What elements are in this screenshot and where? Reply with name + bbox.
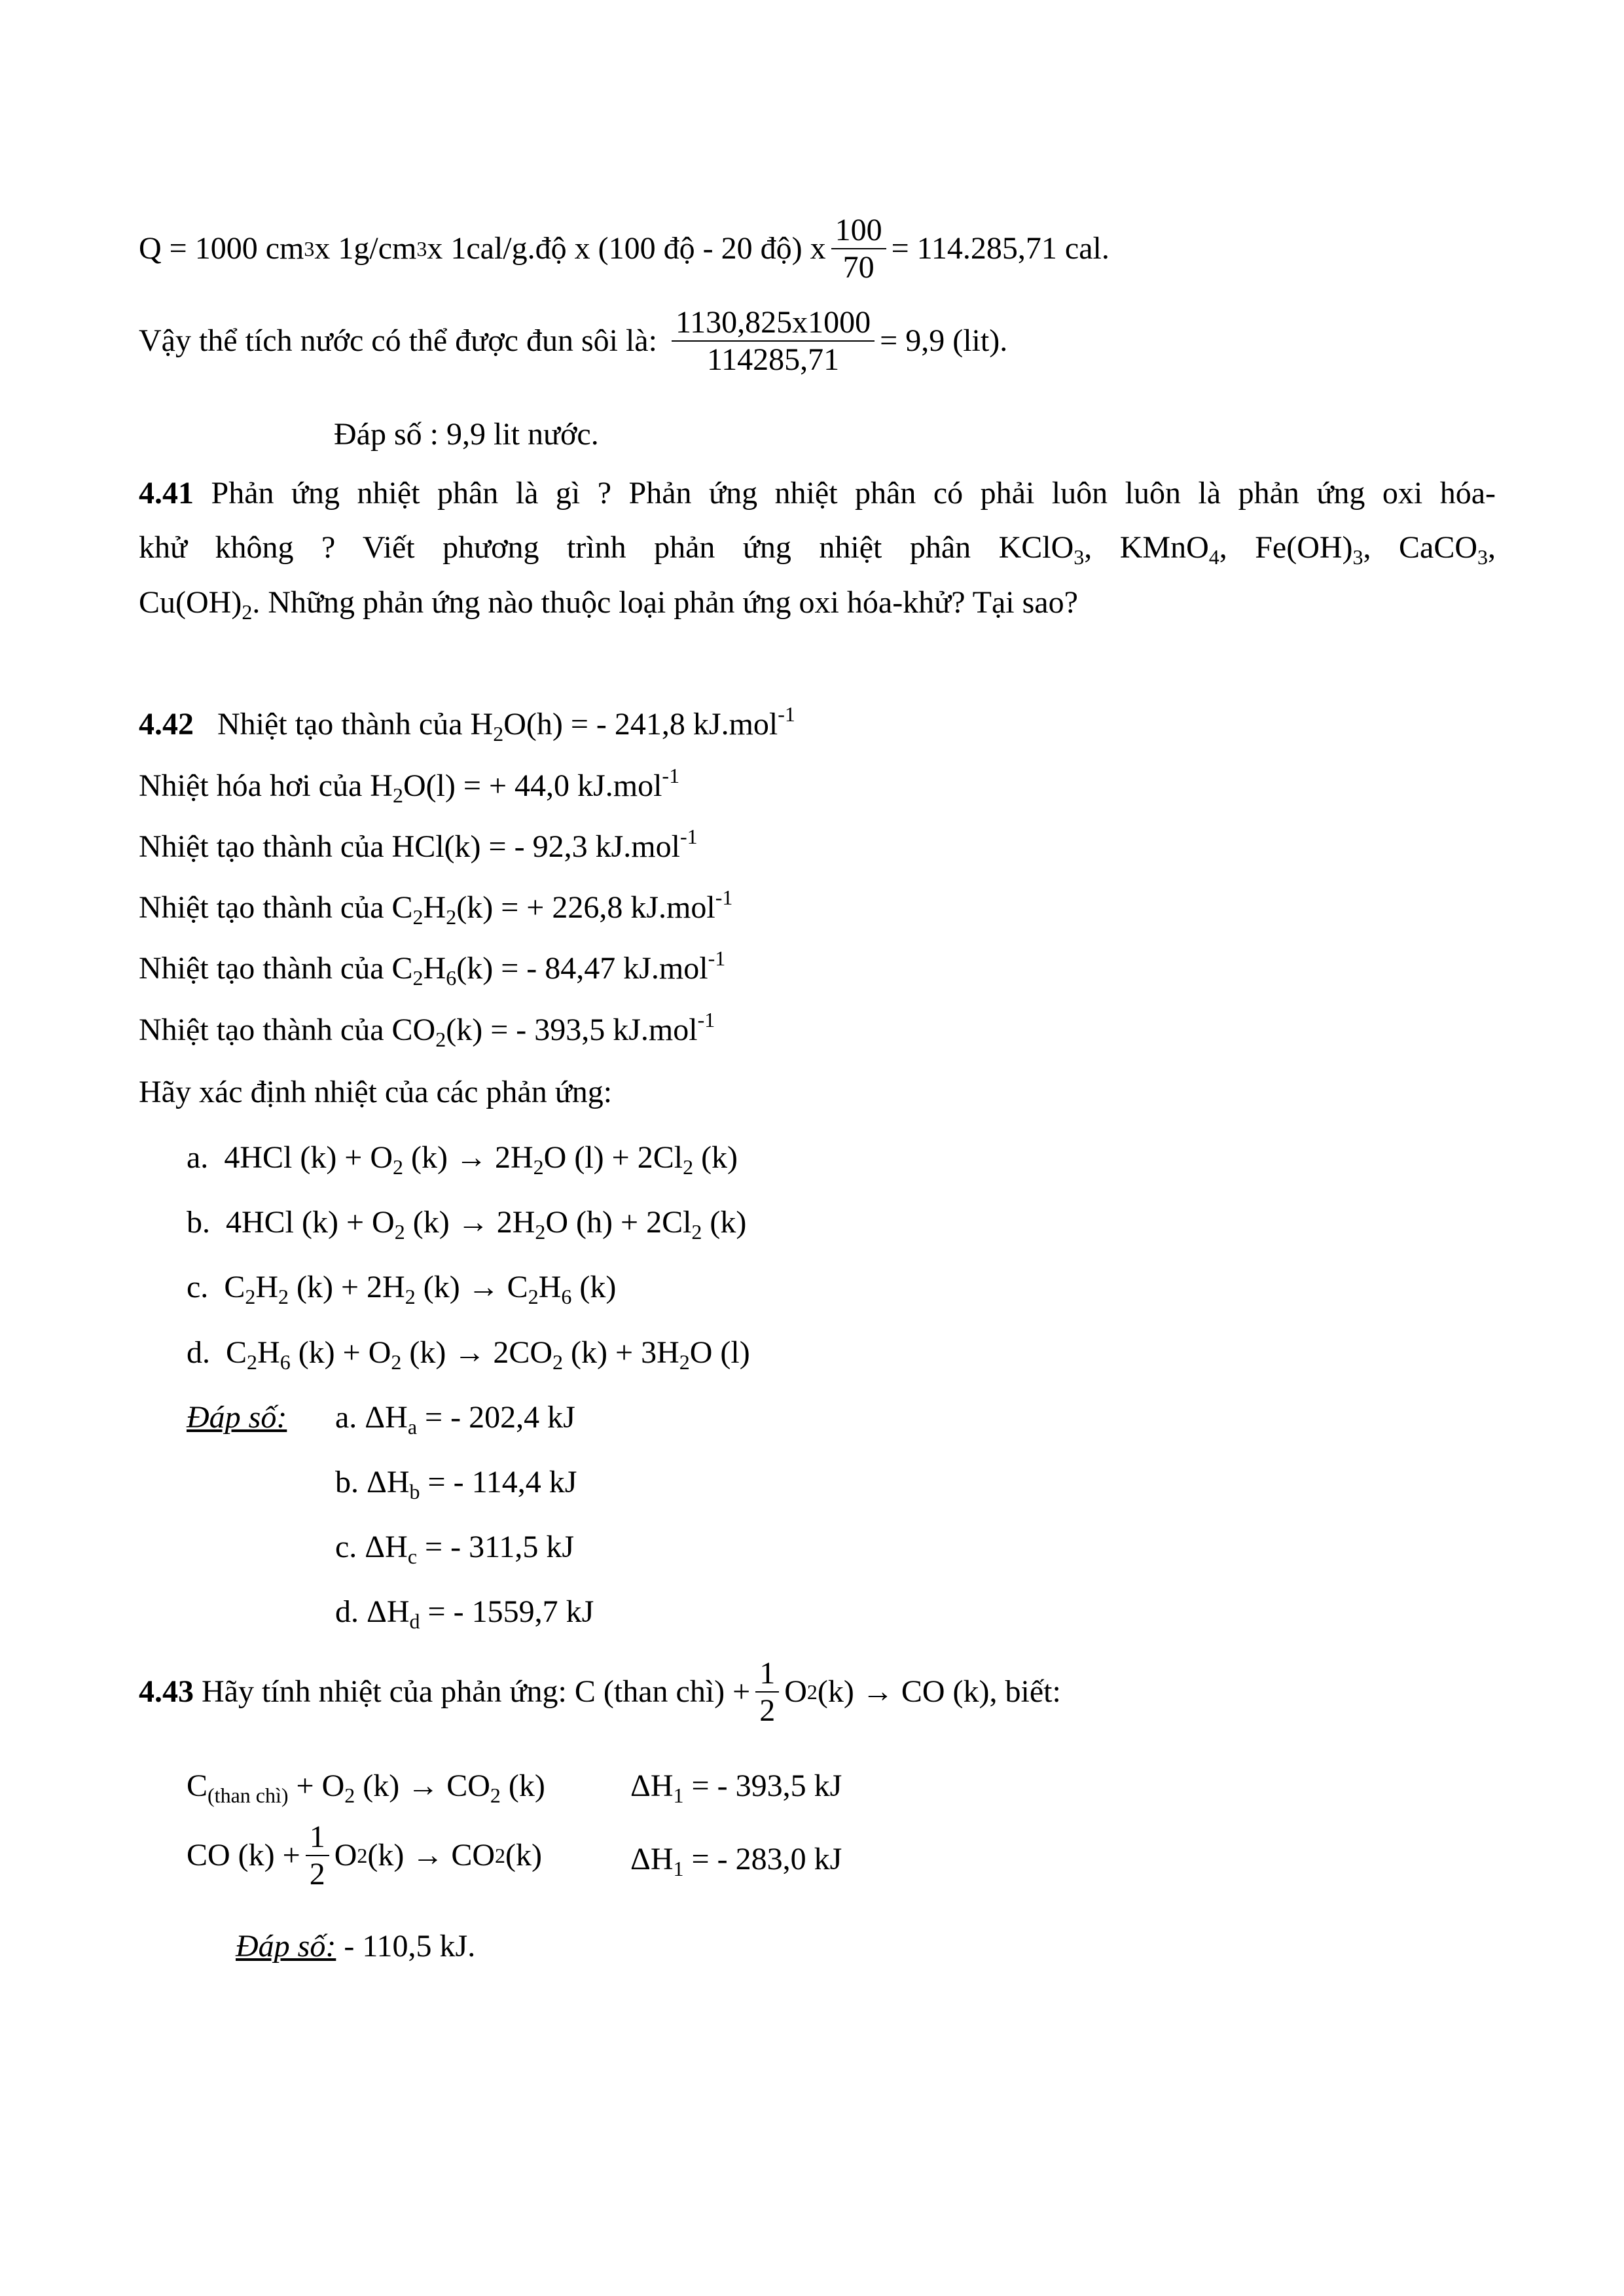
reaction-d: d. $C_2H_6$ $(k) + O_2$ $(k) \to 2CO_2$ $(k) + 3H_2O$ (l) <box>187 1335 750 1374</box>
problem-text: khử không ? Viết phương trình phản ứng nhiệt phân KClO <box>139 530 1074 565</box>
sub: 2 <box>435 1028 446 1051</box>
data-text: (k) = - 84,47 <box>456 951 616 986</box>
problem-442-line-1 <box>139 702 795 745</box>
data-text: Nhiệt hóa hơi của H <box>139 768 393 803</box>
answer-text: d. ΔH <box>335 1594 410 1629</box>
sub: 6 <box>446 966 457 990</box>
volume-denominator: 114285,71 <box>706 342 840 377</box>
q-text-start: Q = 1000 cm <box>139 231 304 266</box>
reaction-a: a. 4HCl $(k) + O_2$ $(k) \to 2H_2O$ $(l) + 2Cl_2$ (k) <box>187 1140 738 1179</box>
volume-fraction <box>672 304 875 378</box>
answer-a <box>335 1400 575 1439</box>
answer-value: - 110,5 kJ. <box>336 1929 476 1964</box>
data-line <box>139 946 726 990</box>
reaction-b: b. 4HCl $(k) + O_2$ $(k) \to 2H_2O$ $(h) + 2Cl_2$ (k) <box>187 1205 747 1244</box>
unit: kJ.mol <box>685 707 778 742</box>
eq-text: (k) → CO <box>367 1838 496 1873</box>
q-text: x 1g/cm <box>314 231 417 266</box>
data-text: (k) = + 226,8 <box>456 890 623 925</box>
problem-441-line-3 <box>139 585 1078 624</box>
problem-text: , Fe(OH) <box>1219 530 1353 565</box>
exp: -1 <box>662 764 680 787</box>
half-fraction <box>755 1655 779 1729</box>
volume-calculation-line <box>139 305 1007 377</box>
data-text: O(h) = - 241,8 <box>503 707 685 742</box>
data-text: Nhiệt tạo thành của C <box>139 951 413 986</box>
data-line <box>139 764 680 807</box>
equation-1 <box>187 1768 545 1807</box>
sub: b <box>409 1480 420 1503</box>
data-text: H <box>423 890 446 925</box>
eq-text: ΔH <box>630 1842 674 1876</box>
sub: 2 <box>242 600 253 624</box>
sub: 2 <box>412 905 424 929</box>
sub: c <box>407 1545 418 1568</box>
sub: 2 <box>493 722 504 745</box>
eq-text: (k) <box>505 1838 543 1873</box>
problem-number: 4.42 <box>139 707 194 742</box>
problem-text: Phản ứng nhiệt phân là gì ? Phản ứng nhiệt phân có phải luôn luôn là phản ứng oxi hóa- <box>211 476 1496 511</box>
eq-text: C <box>187 1768 208 1803</box>
exp: -1 <box>697 1008 715 1031</box>
unit: kJ.mol <box>569 768 662 803</box>
half-fraction <box>306 1819 329 1892</box>
reaction-label: d. <box>187 1335 210 1370</box>
data-text: Nhiệt tạo thành của HCl(k) = - 92,3 <box>139 829 588 864</box>
exp: -1 <box>715 886 733 909</box>
problem-text: Hãy tính nhiệt của phản ứng: C (than chì) + <box>202 1674 751 1709</box>
equation-2-enthalpy <box>630 1842 842 1880</box>
answer-text: a. ΔH <box>335 1400 408 1435</box>
calc-answer: Đáp số : 9,9 lit nước. <box>334 417 599 452</box>
sub: 4 <box>1208 545 1219 569</box>
reaction-label: a. <box>187 1140 209 1175</box>
eq-value: = - 283,0 kJ <box>683 1842 842 1876</box>
sub: 2 <box>490 1784 501 1807</box>
data-text: Nhiệt tạo thành của H <box>217 707 494 742</box>
denominator: 2 <box>759 1693 776 1728</box>
sub: 2 <box>446 905 457 929</box>
exp: -1 <box>679 825 698 848</box>
answer-label: Đáp số: <box>187 1400 287 1435</box>
sub: 2 <box>344 1784 355 1807</box>
denominator: 2 <box>309 1857 325 1892</box>
answer-text: c. ΔH <box>335 1530 408 1564</box>
data-text: Nhiệt tạo thành của CO <box>139 1013 436 1047</box>
q-numerator: 100 <box>831 212 886 249</box>
answer-value: = - 1559,7 kJ <box>420 1594 594 1629</box>
answer-value: = - 202,4 kJ <box>417 1400 575 1435</box>
q-denominator: 70 <box>842 250 875 285</box>
sub: 1 <box>673 1857 684 1880</box>
problem-text: O <box>784 1674 807 1709</box>
q-result: = 114.285,71 cal. <box>891 231 1110 266</box>
data-text: (k) = - 393,5 <box>446 1013 605 1047</box>
eq-text: (k) → CO <box>355 1768 490 1803</box>
exp: -1 <box>708 946 726 970</box>
problem-text: , CaCO <box>1363 530 1478 565</box>
eq-text: O <box>334 1838 357 1873</box>
volume-numerator: 1130,825x1000 <box>672 304 875 342</box>
q-calculation-line: Q = 1000 cm 3 x 1g/cm 3 x 1cal/g.độ x (100 độ - 20 độ) x $\frac{100}{70}$ = 114.285,71 cal. <box>139 212 1110 285</box>
numerator: 1 <box>306 1819 329 1856</box>
problem-text: , KMnO <box>1084 530 1209 565</box>
eq-value: = - 393,5 kJ <box>683 1768 842 1803</box>
problem-441-line-2 <box>139 530 1496 569</box>
sub: 3 <box>1074 545 1085 569</box>
volume-result: = 9,9 (lit). <box>880 323 1008 358</box>
data-line <box>139 886 733 929</box>
sub: 3 <box>1352 545 1363 569</box>
answer-label-442 <box>187 1402 287 1433</box>
answer-c <box>335 1530 574 1568</box>
eq-text: (k) <box>500 1768 545 1803</box>
sub: (than chì) <box>208 1784 289 1807</box>
answer-label: Đáp số: <box>236 1929 336 1964</box>
problem-text: . Những phản ứng nào thuộc loại phản ứng oxi hóa-khử? Tại sao? <box>252 585 1078 620</box>
answer-443 <box>236 1931 475 1962</box>
q-text: x 1cal/g.độ x (100 độ - 20 độ) x <box>427 231 826 266</box>
sub: 2 <box>412 966 424 990</box>
q-fraction <box>831 212 886 285</box>
answer-d <box>335 1594 594 1633</box>
unit: kJ.mol <box>623 890 715 925</box>
sub: d <box>409 1609 420 1633</box>
reaction-label: c. <box>187 1270 209 1304</box>
data-line <box>139 1008 715 1051</box>
problem-441-line-1 <box>139 478 1496 509</box>
problem-text: Cu(OH) <box>139 585 242 620</box>
sub: 2 <box>392 783 403 807</box>
problem-443-line: 4.43 Hãy tính nhiệt của phản ứng: C (than chì) + $\frac{1}{2}$ O 2 (k) → CO (k), biết: <box>139 1655 1061 1728</box>
prompt-line: Hãy xác định nhiệt của các phản ứng: <box>139 1075 613 1109</box>
sub: a <box>407 1415 418 1439</box>
numerator: 1 <box>755 1655 779 1693</box>
answer-value: = - 114,4 kJ <box>420 1465 577 1499</box>
answer-b <box>335 1465 577 1503</box>
eq-text: ΔH <box>630 1768 674 1803</box>
data-text: O(l) = + 44,0 <box>403 768 570 803</box>
answer-text: b. ΔH <box>335 1465 410 1499</box>
eq-text: CO (k) + <box>187 1838 300 1873</box>
sub: 1 <box>673 1784 684 1807</box>
data-line <box>139 825 698 864</box>
reaction-label: b. <box>187 1205 210 1240</box>
equation-2: CO (k) + $\frac{1}{2}$ O 2 (k) → CO 2 (k) <box>187 1819 543 1892</box>
eq-text: + O <box>288 1768 345 1803</box>
unit: kJ.mol <box>605 1013 698 1047</box>
exp: -1 <box>778 702 795 726</box>
answer-value: = - 311,5 kJ <box>417 1530 574 1564</box>
reaction-c: c. $C_2H_2$ $(k) + 2H_2$ $(k) \to C_2H_6$ (k) <box>187 1270 617 1308</box>
volume-text: Vậy thể tích nước có thể được đun sôi là: <box>139 323 657 358</box>
equation-1-enthalpy <box>630 1768 842 1807</box>
unit: kJ.mol <box>615 951 708 986</box>
problem-number: 4.43 <box>139 1674 194 1709</box>
sub: 3 <box>1477 545 1489 569</box>
problem-number: 4.41 <box>139 476 194 511</box>
data-text: Nhiệt tạo thành của C <box>139 890 413 925</box>
data-text: H <box>423 951 446 986</box>
unit: kJ.mol <box>587 829 680 864</box>
problem-text: , <box>1488 530 1496 565</box>
problem-text: (k) → CO (k), biết: <box>817 1674 1061 1709</box>
